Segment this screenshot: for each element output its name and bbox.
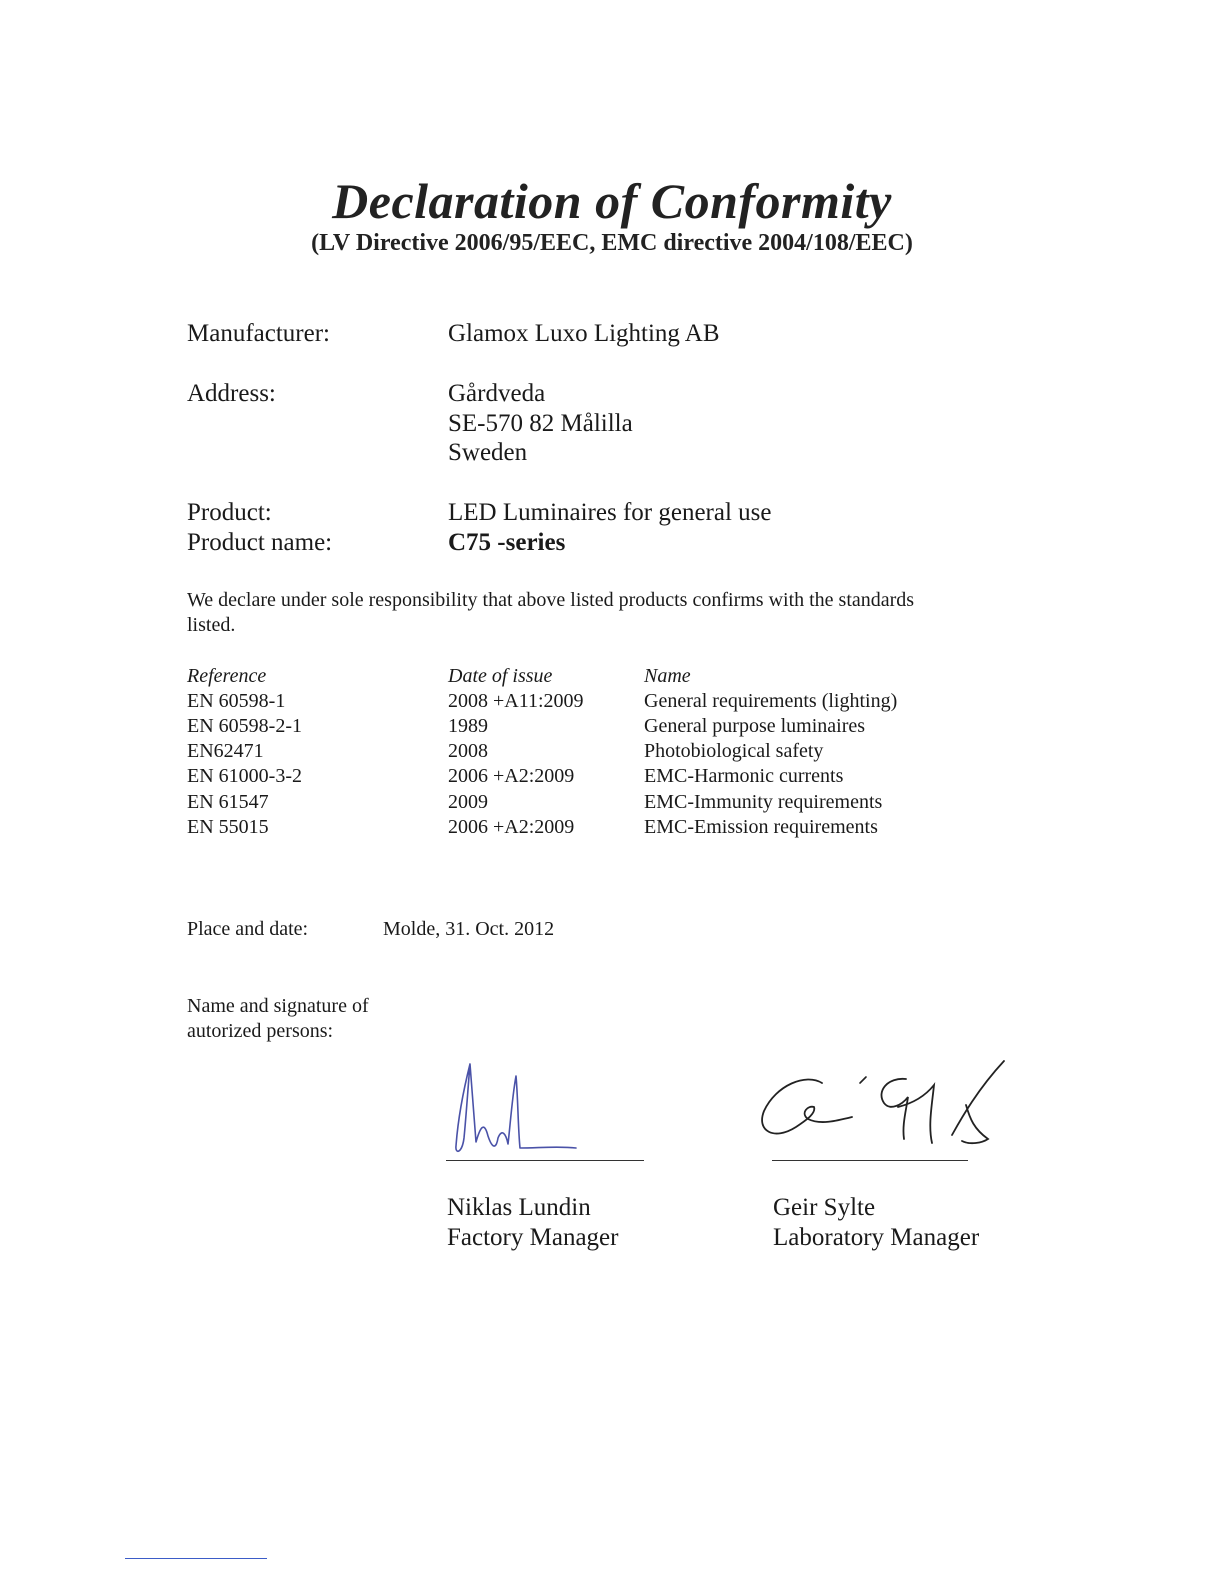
standard-name: EMC-Emission requirements bbox=[644, 816, 878, 838]
standard-reference: EN 60598-1 bbox=[187, 690, 286, 712]
document-subtitle: (LV Directive 2006/95/EEC, EMC directive 2004/108/EEC) bbox=[311, 230, 913, 256]
product-name-value: C75 -series bbox=[448, 529, 566, 556]
header-reference: Reference bbox=[187, 665, 267, 687]
footer-link-line bbox=[125, 1558, 267, 1559]
standard-name: EMC-Harmonic currents bbox=[644, 765, 844, 787]
product-value: LED Luminaires for general use bbox=[448, 499, 772, 526]
signature-line-2 bbox=[772, 1160, 968, 1161]
signatory-1-title: Factory Manager bbox=[447, 1224, 619, 1251]
product-name-label: Product name: bbox=[187, 529, 333, 556]
address-line-3: Sweden bbox=[448, 439, 528, 466]
standard-name: General requirements (lighting) bbox=[644, 690, 898, 712]
address-line-2: SE-570 82 Målilla bbox=[448, 410, 633, 437]
signature-line-1 bbox=[446, 1160, 644, 1161]
place-date-label: Place and date: bbox=[187, 918, 309, 940]
document-title: Declaration of Conformity bbox=[332, 173, 892, 229]
standard-date: 1989 bbox=[448, 715, 488, 737]
signatory-2-name: Geir Sylte bbox=[773, 1194, 876, 1221]
signature-intro-line-2: autorized persons: bbox=[187, 1020, 334, 1042]
declaration-line-2: listed. bbox=[187, 614, 236, 636]
signatory-2-title: Laboratory Manager bbox=[773, 1224, 980, 1251]
standard-reference: EN62471 bbox=[187, 740, 264, 762]
standard-reference: EN 61000-3-2 bbox=[187, 765, 302, 787]
standard-date: 2006 +A2:2009 bbox=[448, 765, 575, 787]
signatory-1-name: Niklas Lundin bbox=[447, 1194, 591, 1221]
standard-date: 2006 +A2:2009 bbox=[448, 816, 575, 838]
standard-date: 2009 bbox=[448, 791, 488, 813]
standard-name: Photobiological safety bbox=[644, 740, 824, 762]
header-name: Name bbox=[644, 665, 691, 687]
standard-name: General purpose luminaires bbox=[644, 715, 866, 737]
standard-name: EMC-Immunity requirements bbox=[644, 791, 883, 813]
address-line-1: Gårdveda bbox=[448, 380, 546, 407]
declaration-line-1: We declare under sole responsibility that above listed products confirms with the standards bbox=[187, 589, 915, 611]
standard-date: 2008 +A11:2009 bbox=[448, 690, 584, 712]
standard-reference: EN 60598-2-1 bbox=[187, 715, 302, 737]
address-label: Address: bbox=[187, 380, 276, 407]
signature-intro-line-1: Name and signature of bbox=[187, 995, 369, 1017]
manufacturer-label: Manufacturer: bbox=[187, 320, 330, 347]
manufacturer-value: Glamox Luxo Lighting AB bbox=[448, 320, 720, 347]
standard-date: 2008 bbox=[448, 740, 488, 762]
standard-reference: EN 61547 bbox=[187, 791, 269, 813]
standard-reference: EN 55015 bbox=[187, 816, 269, 838]
header-date-of-issue: Date of issue bbox=[448, 665, 553, 687]
place-date-value: Molde, 31. Oct. 2012 bbox=[383, 918, 555, 940]
product-label: Product: bbox=[187, 499, 272, 526]
